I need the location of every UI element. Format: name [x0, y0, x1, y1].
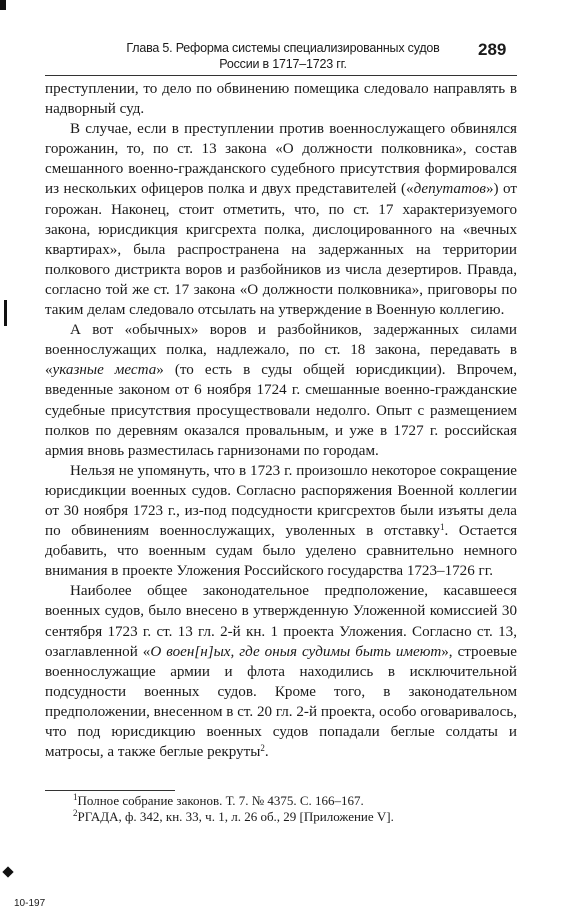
- paragraph-5-italic: О воен[н]ых, где оныя судимы быть имеют: [150, 643, 442, 660]
- paragraph-5-text-a: Наиболее общее законодательное предположение, касавшееся военных судов, было внесено в утвержденную Уложенной комиссией 30 сентября 1723 г. ст. 13 гл. 2-й кн. 1 проекта Уложения. Согласно ст. 13, озаглавленной «: [45, 583, 517, 660]
- footnote-2-text: РГАДА, ф. 342, кн. 33, ч. 1, л. 26 об., 29 [Приложение V].: [77, 809, 394, 824]
- footnote-1-mark: 1: [73, 792, 78, 802]
- footnotes: [45, 793, 517, 825]
- printer-signature: 10-197: [14, 898, 46, 909]
- body-text: [45, 79, 517, 762]
- paragraph-2-italic: депутатов: [413, 181, 486, 198]
- paragraph-5-text-b: », строевые военнослужащие армии и флота находились в исключительной подсудности военных судов. Кроме того, в законодательном предположении, внесенном в ст. 20 гл. 2-й проекта, особо оговаривалось, что под юрисдикцию военных судов попадали беглые солдаты и матросы, а также беглые рекруты: [45, 643, 517, 761]
- paragraph-2: [45, 119, 517, 320]
- footnote-2-mark: 2: [73, 808, 78, 818]
- footnote-2: [45, 809, 517, 825]
- footnote-rule: [45, 790, 175, 791]
- scan-bottom-mark: [2, 866, 13, 877]
- footnote-ref-2[interactable]: 2: [260, 743, 265, 754]
- paragraph-2-text-b: ») от горожан. Наконец, стоит отметить, что, по ст. 17 характеризуемого закона, юрисдикция кригсрехта полка, дислоцированного на «вечных квартирах», была распространена на задержанных на территории полкового дистрикта воров и разбойников из числа дезертиров. Правда, согласно той же ст. 17 закона «О должности полковника», приговоры по таким делам следовало отсылать на утверждение в Военную коллегию.: [45, 181, 517, 319]
- paragraph-3-text-b: » (то есть в суды общей юрисдикции). Впрочем, введенные законом от 6 ноября 1724 г. смешанные военно-гражданские судебные присутствия просуществовали недолго. Опыт с размещением полков по деревням оказался провальным, и уже в 1727 г. российская армия вновь разместилась гарнизонами по городам.: [45, 362, 518, 459]
- running-header: [96, 40, 470, 72]
- paragraph-1: [45, 79, 517, 119]
- paragraph-1-text: преступлении, то дело по обвинению помещика следовало направлять в надворный суд.: [45, 81, 517, 118]
- footnote-ref-1[interactable]: 1: [439, 522, 445, 533]
- header-rule: [45, 75, 517, 76]
- paragraph-4-text-a: Нельзя не упомянуть, что в 1723 г. произошло некоторое сокращение юрисдикции военных судов. Согласно распоряжения Военной коллегии от 30 ноября 1723 г., из-под подсудности кригсрехтов были изъяты дела по обвинениям военнослужащих, уволенных в отставку: [45, 462, 517, 540]
- paragraph-2-text-a: В случае, если в преступлении против военнослужащего обвинялся горожанин, то, по ст. 13 закона «О должности полковника», состав смешанного военно-гражданского судебного присутствия формировался из нескольких офицеров полка и двух представителей («: [45, 121, 517, 198]
- paragraph-3: [45, 320, 517, 461]
- scan-corner-mark: [0, 0, 6, 10]
- paragraph-5-text-c: .: [264, 744, 269, 761]
- paragraph-3-italic: указные места: [52, 362, 157, 379]
- paragraph-3-text-a: А вот «обычных» воров и разбойников, задержанных силами военнослужащих полка, надлежало, по ст. 18 закона, передавать в «: [45, 322, 517, 379]
- paragraph-5: [45, 581, 517, 762]
- scan-margin-mark: [4, 300, 7, 326]
- footnote-1: [45, 793, 517, 809]
- page-number: 289: [478, 40, 507, 59]
- paragraph-4-text-b: . Остается добавить, что военным судам было уделено сравнительно немного внимания в проекте Уложения Российского государства 1723–1726 гг.: [45, 523, 518, 580]
- header-title-line-2: России в 1717–1723 гг.: [219, 57, 347, 71]
- footnote-1-text: Полное собрание законов. Т. 7. № 4375. С. 166–167.: [77, 793, 364, 808]
- header-title-line-1: Глава 5. Реформа системы специализированных судов: [126, 41, 440, 55]
- paragraph-4: [45, 461, 517, 582]
